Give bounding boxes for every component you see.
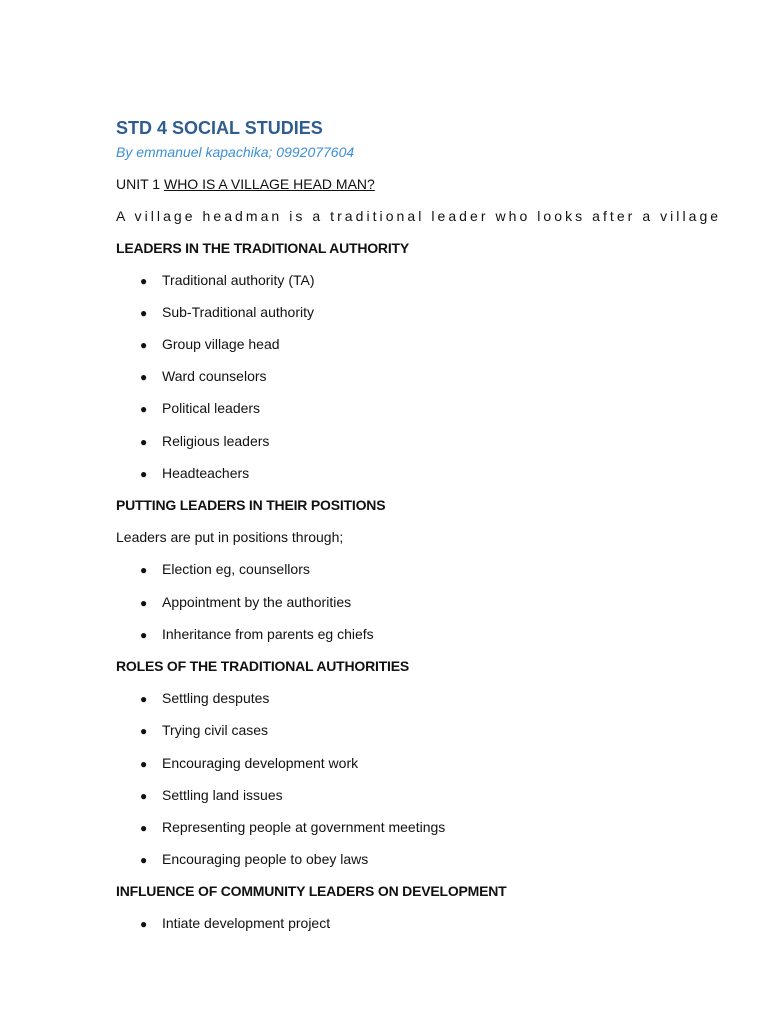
list-item: ● Ward counselors [140,368,267,384]
section-heading: LEADERS IN THE TRADITIONAL AUTHORITY [116,240,410,256]
list-item: ● Sub-Traditional authority [140,304,315,320]
list-item: ● Appointment by the authorities [140,594,352,610]
bullet-icon: ● [140,821,148,835]
list-item: ● Headteachers [140,465,250,481]
bullet-icon: ● [140,917,148,931]
bullet-icon: ● [140,853,148,867]
bullet-icon: ● [140,724,148,738]
unit-title: WHO IS A VILLAGE HEAD MAN? [163,176,375,192]
bullet-icon: ● [140,338,148,352]
list-item: ● Settling desputes [140,690,270,706]
section-heading: INFLUENCE OF COMMUNITY LEADERS ON DEVELOPMENT [116,883,507,899]
bullet-icon: ● [140,306,148,320]
list-item: ● Representing people at government meetings [140,819,446,835]
list-item: ● Election eg, counsellors [140,561,310,577]
list-item: ● Group village head [140,336,280,352]
section-heading: PUTTING LEADERS IN THEIR POSITIONS [116,497,386,513]
bullet-icon: ● [140,563,148,577]
document-title: STD 4 SOCIAL STUDIES [116,118,323,138]
list-item: ● Encouraging development work [140,755,359,771]
list-item: ● Religious leaders [140,433,270,449]
bullet-icon: ● [140,435,148,449]
bullet-icon: ● [140,402,148,416]
bullet-icon: ● [140,596,148,610]
bullet-icon: ● [140,789,148,803]
section-intro: Leaders are put in positions through; [116,529,344,545]
list-item: ● Encouraging people to obey laws [140,851,369,867]
section-heading: ROLES OF THE TRADITIONAL AUTHORITIES [116,658,410,674]
bullet-icon: ● [140,370,148,384]
author-line: By emmanuel kapachika; 0992077604 [116,144,355,160]
bullet-icon: ● [140,467,148,481]
list-item: ● Traditional authority (TA) [140,272,315,288]
definition-text: A village headman is a traditional leader who looks after a village [116,208,722,224]
unit-heading [116,176,375,192]
list-item: ● Trying civil cases [140,722,269,738]
list-item: ● Political leaders [140,400,261,416]
bullet-icon: ● [140,692,148,706]
bullet-icon: ● [140,757,148,771]
bullet-icon: ● [140,628,148,642]
list-item: ● Intiate development project [140,915,331,931]
list-item: ● Settling land issues [140,787,283,803]
list-item: ● Inheritance from parents eg chiefs [140,626,374,642]
unit-label: UNIT 1 [116,176,164,192]
bullet-icon: ● [140,274,148,288]
